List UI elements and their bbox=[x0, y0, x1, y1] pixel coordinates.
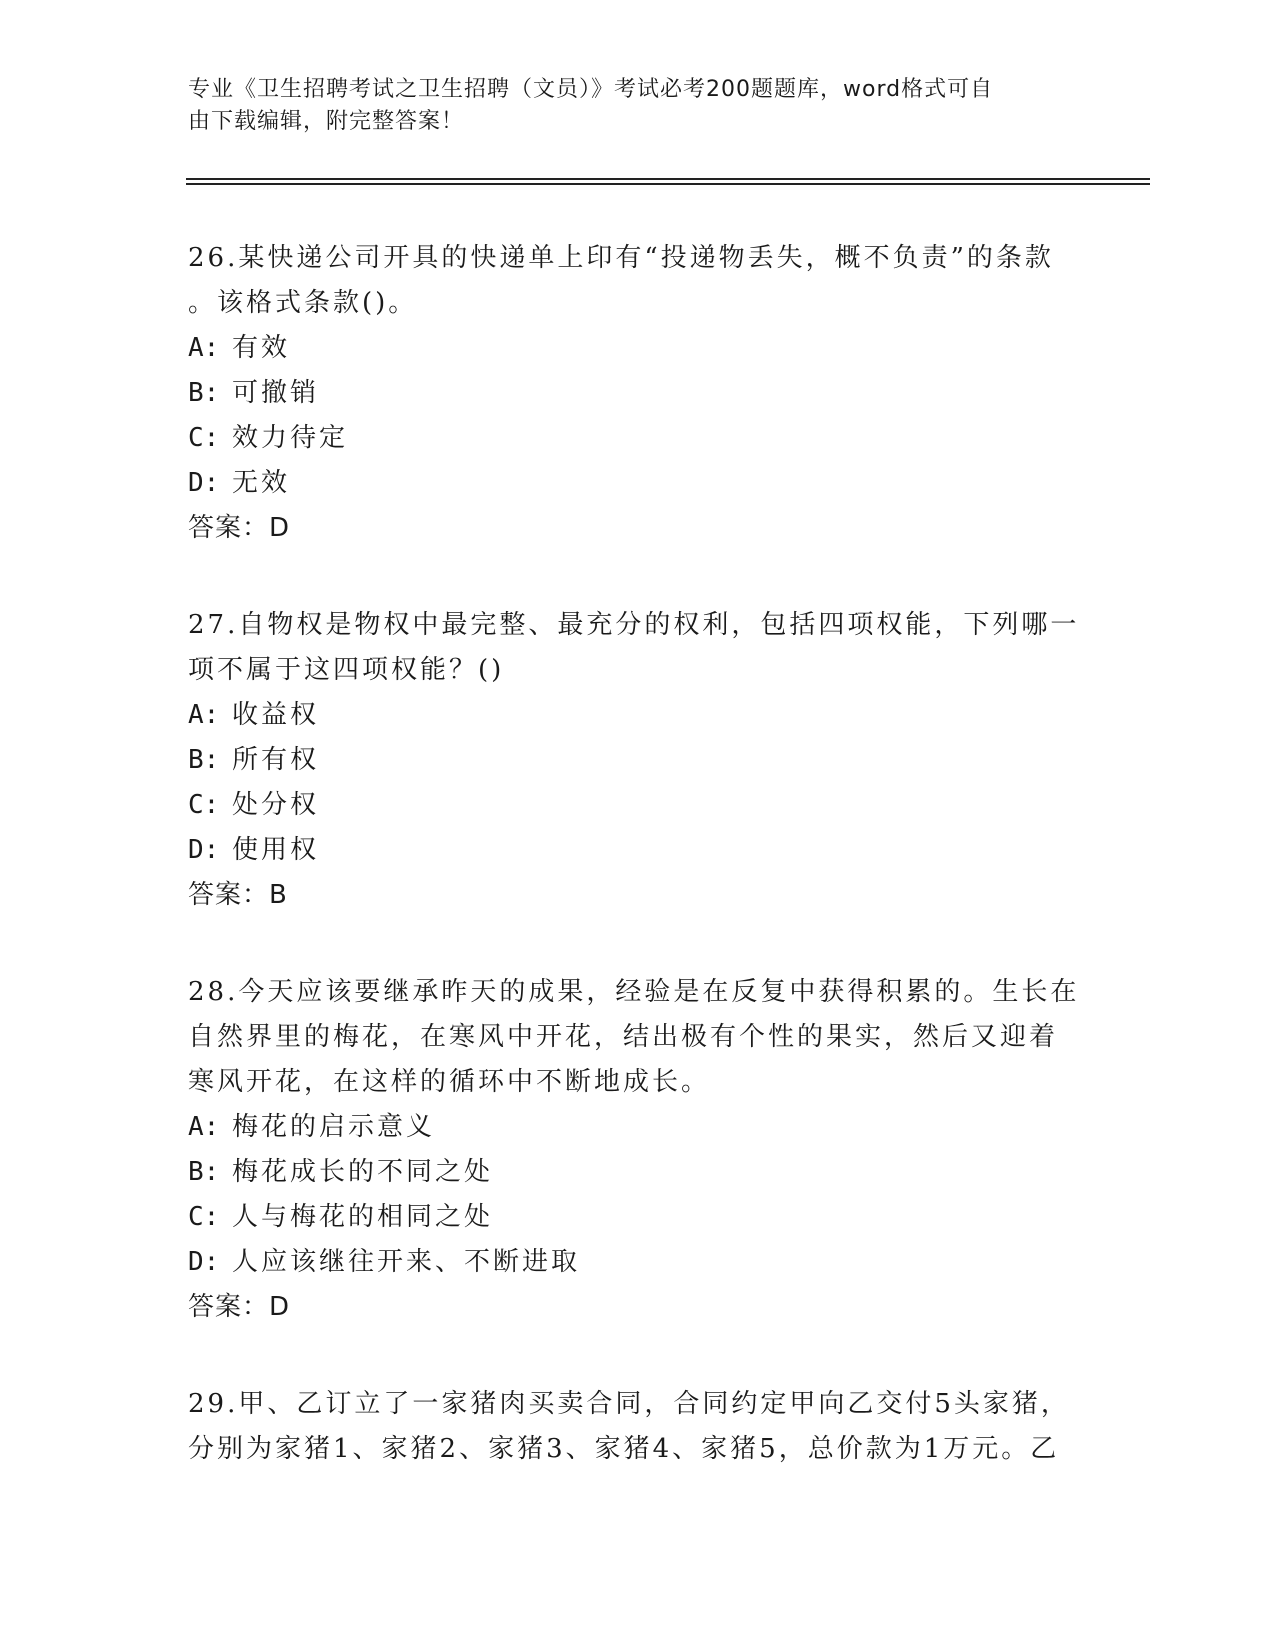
option-key: A: bbox=[188, 700, 220, 730]
question-27 bbox=[188, 603, 1088, 918]
option-b bbox=[188, 371, 1088, 416]
option-text: 使用权 bbox=[232, 835, 320, 865]
option-d bbox=[188, 1240, 1088, 1285]
question-text bbox=[188, 236, 1088, 326]
option-key: D: bbox=[188, 468, 220, 498]
answer-line: 答案：B bbox=[188, 880, 288, 910]
option-key: D: bbox=[188, 1247, 220, 1277]
option-a bbox=[188, 693, 1088, 738]
option-text: 处分权 bbox=[232, 790, 320, 820]
question-text bbox=[188, 1382, 1088, 1472]
document-header bbox=[188, 74, 1068, 138]
option-a bbox=[188, 326, 1088, 371]
option-text: 效力待定 bbox=[232, 423, 349, 453]
header-line-2: 由下载编辑，附完整答案！ bbox=[188, 109, 465, 134]
option-text: 可撤销 bbox=[232, 378, 320, 408]
option-text: 所有权 bbox=[232, 745, 320, 775]
question-line: 项不属于这四项权能？() bbox=[188, 655, 505, 685]
option-text: 人与梅花的相同之处 bbox=[232, 1202, 494, 1232]
option-text: 收益权 bbox=[232, 700, 320, 730]
question-29 bbox=[188, 1382, 1088, 1472]
answer-line: 答案：D bbox=[188, 1292, 291, 1322]
question-line: 28.今天应该要继承昨天的成果，经验是在反复中获得积累的。生长在 bbox=[188, 977, 1080, 1007]
question-line: 。该格式条款()。 bbox=[188, 288, 418, 318]
option-key: D: bbox=[188, 835, 220, 865]
option-key: C: bbox=[188, 790, 220, 820]
option-key: B: bbox=[188, 745, 220, 775]
option-key: B: bbox=[188, 1157, 220, 1187]
question-line: 自然界里的梅花，在寒风中开花，结出极有个性的果实，然后又迎着 bbox=[188, 1022, 1059, 1052]
option-text: 有效 bbox=[232, 333, 291, 363]
question-28 bbox=[188, 970, 1088, 1330]
option-a bbox=[188, 1105, 1088, 1150]
option-d bbox=[188, 828, 1088, 873]
option-c bbox=[188, 783, 1088, 828]
option-text: 梅花成长的不同之处 bbox=[232, 1157, 494, 1187]
option-text: 人应该继往开来、不断进取 bbox=[232, 1247, 581, 1277]
option-b bbox=[188, 738, 1088, 783]
question-line: 寒风开花，在这样的循环中不断地成长。 bbox=[188, 1067, 711, 1097]
option-key: C: bbox=[188, 423, 220, 453]
option-c bbox=[188, 416, 1088, 461]
question-text bbox=[188, 603, 1088, 693]
question-list bbox=[188, 236, 1088, 1524]
option-c bbox=[188, 1195, 1088, 1240]
header-divider-bottom bbox=[186, 183, 1150, 185]
header-line-1: 专业《卫生招聘考试之卫生招聘（文员）》考试必考200题题库，word格式可自 bbox=[188, 77, 994, 102]
option-key: B: bbox=[188, 378, 220, 408]
option-key: A: bbox=[188, 1112, 220, 1142]
question-26 bbox=[188, 236, 1088, 551]
question-line: 29.甲、乙订立了一家猪肉买卖合同，合同约定甲向乙交付5头家猪， bbox=[188, 1389, 1070, 1419]
option-d bbox=[188, 461, 1088, 506]
answer-line: 答案：D bbox=[188, 513, 291, 543]
option-b bbox=[188, 1150, 1088, 1195]
question-line: 27.自物权是物权中最完整、最充分的权利，包括四项权能，下列哪一 bbox=[188, 610, 1080, 640]
question-line: 分别为家猪1、家猪2、家猪3、家猪4、家猪5，总价款为1万元。乙 bbox=[188, 1434, 1060, 1464]
option-text: 无效 bbox=[232, 468, 291, 498]
option-key: A: bbox=[188, 333, 220, 363]
header-divider-top bbox=[186, 178, 1150, 180]
option-text: 梅花的启示意义 bbox=[232, 1112, 436, 1142]
option-key: C: bbox=[188, 1202, 220, 1232]
question-line: 26.某快递公司开具的快递单上印有“投递物丢失，概不负责”的条款 bbox=[188, 243, 1054, 273]
question-text bbox=[188, 970, 1088, 1105]
